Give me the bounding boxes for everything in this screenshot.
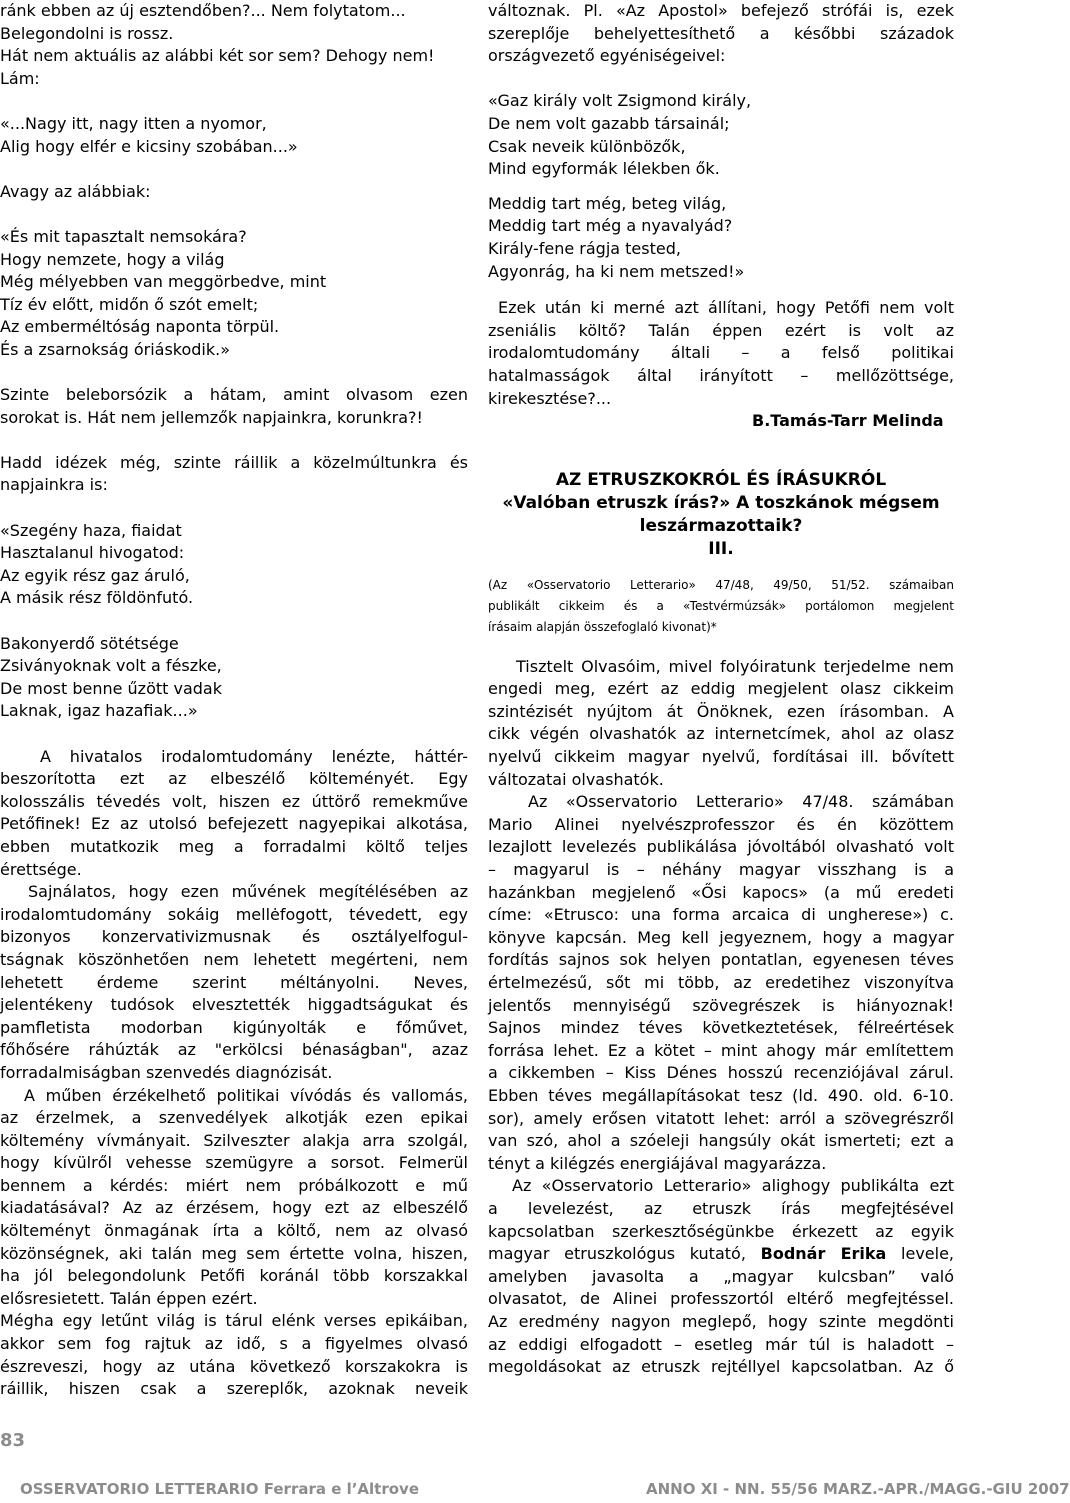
text-line: tságnak köszönhetően nem lehetett megérteni, nem	[0, 949, 468, 969]
text-run: magyar etruszkológus kutató,	[488, 1244, 746, 1264]
article-part-number: III.	[708, 538, 734, 559]
text-line: észreveszi, hogy az utána következő korszakokra is	[0, 1356, 468, 1376]
text-line: amelyben javasolta a „magyar kulcsban” való	[488, 1266, 954, 1286]
text-line: Hadd idézek még, szinte ráillik a közelmúltunkra és	[0, 452, 468, 472]
text-line: ha jól belegondolunk Petőfi koránál több korszakkal	[0, 1266, 468, 1286]
text-line: ebben mutatkozik meg a forradalmi költő teljes	[0, 836, 468, 856]
text-line: beszorította ezt az elbeszélő költeményét. Egy	[0, 769, 468, 789]
text-line: Hát nem aktuális az alábbi két sor sem? Dehogy nem!	[0, 46, 435, 66]
text-line: cikk végén olvashatók az internetcímek, ahol az olasz	[488, 724, 954, 744]
text-line: nyelvű cikkeim magyar nyelvű, fordításai ill. bővített	[488, 747, 954, 767]
text-line: Mégha egy letűnt világ is tárul elénk verses epikáiban,	[0, 1311, 468, 1331]
text-line: Sajnos mindez téves következtetések, félreértések	[488, 1018, 954, 1038]
text-line: kolosszális tévedés volt, hiszen ez úttörő remekműve	[0, 791, 468, 811]
text-line: A hivatalos irodalomtudomány lenézte, háttér-	[40, 746, 468, 766]
verse-line: De most benne űzött vadak	[0, 678, 222, 698]
verse-line: «Szegény haza, fiaidat	[0, 520, 182, 540]
text-line: Tisztelt Olvasóim, mivel folyóiratunk terjedelme nem	[516, 656, 954, 676]
footer-journal-title: OSSERVATORIO LETTERARIO Ferrara e l’Altrove	[20, 1480, 420, 1498]
text-line: kirekesztése?...	[488, 388, 612, 408]
verse-line: Agyonrág, ha ki nem metszed!»	[488, 261, 745, 281]
text-line: olvasatot, de Alinei professzortól eltérő megfejtéssel.	[488, 1289, 954, 1309]
note-line: publikált cikkeim és a «Testvérmúzsák» portálomon megjelent	[488, 598, 954, 613]
text-line: szintézisét nyújtom át Önöknek, ezen írásomban. A	[488, 701, 954, 721]
text-line: megoldásokat az etruszk rejtéllyel kapcsolatban. Az ő	[488, 1357, 954, 1377]
text-line: bennem a kérdés: miért nem próbálkozott e mű	[0, 1175, 468, 1195]
article-title: AZ ETRUSZKOKRÓL ÉS ÍRÁSUKRÓL	[555, 469, 887, 490]
verse-line: Meddig tart még, beteg világ,	[488, 193, 727, 213]
verse-line: Laknak, igaz hazafiak...»	[0, 701, 198, 721]
text-line: hazánkban megjelenő «Ősi kapocs» (a mű eredeti	[488, 882, 954, 902]
highlighted-name: Bodnár Erika	[760, 1244, 887, 1264]
verse-line: A másik rész földönfutó.	[0, 588, 194, 608]
text-line: Az «Osservatorio Letterario» alighogy publikálta ezt	[512, 1176, 954, 1196]
text-line: Ezek után ki merné azt állítani, hogy Petőfi nem volt	[498, 298, 954, 318]
text-line: ráillik, hiszen csak a szereplők, azoknak neveik	[0, 1379, 468, 1399]
text-line: Lám:	[0, 68, 40, 88]
text-line: tényt a kilégzés energiájával magyarázza.	[488, 1153, 827, 1173]
text-line: változatai olvashatók.	[488, 769, 664, 789]
text-line: jelentős mennyiségű szövegrészek is hiányoznak!	[488, 995, 954, 1015]
text-line: van szó, ahol a szóeleji hangsúly okát ismerteti; ezt a	[488, 1131, 954, 1151]
page-number: 83	[0, 1430, 26, 1451]
text-line: változnak. Pl. «Az Apostol» befejező strófái is, ezek	[488, 1, 954, 20]
verse-line: Bakonyerdő sötétsége	[0, 633, 179, 653]
text-line: Az «Osservatorio Letterario» 47/48. számában	[528, 792, 954, 812]
text-line: az érzelmek, a szenvedélyek alkotják ezen epikai	[0, 1108, 468, 1128]
left-column	[0, 0, 468, 1401]
verse-line: Még mélyebben van meggörbedve, mint	[0, 272, 327, 292]
text-line: akkor sem fog rajtuk az idő, s a figyelmes olvasó	[0, 1334, 468, 1354]
text-line	[488, 1243, 954, 1266]
text-line: a levelezést, az etruszk írás megfejtésével	[488, 1198, 954, 1218]
text-line: az eddigi elfogadott – esetleg már túl is haladott –	[488, 1334, 954, 1354]
text-line: országvezető egyéniségeivel:	[488, 46, 726, 66]
text-line: – magyarul is – néhány magyar visszhang is a	[488, 860, 954, 880]
text-line: Az eredmény nagyon meglepő, hogy szinte megdönti	[488, 1311, 954, 1331]
text-line: Sajnálatos, hogy ezen művének megítélésében az	[28, 882, 468, 902]
verse-line: «Gaz király volt Zsigmond király,	[488, 91, 752, 111]
text-line: Szinte beleborsózik a hátam, amint olvasom ezen	[0, 385, 468, 405]
text-line: közönségnek, aki talán meg sem értette volna, hiszen,	[0, 1243, 468, 1263]
text-line: Ebben téves megállapításokat tesz (ld. 490. old. 6-10.	[488, 1085, 954, 1105]
text-run: levele,	[886, 1244, 955, 1264]
text-line: hatalmasságok által irányított – mellőzöttsége,	[488, 365, 954, 385]
verse-line: Az egyik rész gaz áruló,	[0, 565, 190, 585]
verse-line: Csak neveik különbözők,	[488, 136, 686, 156]
text-line: sorokat is. Hát nem jellemzők napjainkra, korunkra?!	[0, 407, 423, 427]
text-line: ránk ebben az új esztendőben?... Nem folytatom...	[0, 1, 406, 20]
text-line: kiadatásával? Az az érzésem, hogy ezt az elbeszélő	[0, 1198, 468, 1218]
verse-line: Az emberméltóság naponta törpül.	[0, 317, 280, 337]
verse-line: Király-fene rágja tested,	[488, 238, 681, 258]
text-line: irodalomtudomány általi – a felső politikai	[488, 343, 954, 363]
article-subtitle: «Valóban etruszk írás?» A toszkánok mégsem	[502, 492, 940, 513]
text-line: érettsége.	[0, 859, 82, 879]
text-line: elősresietett. Talán éppen ezért.	[0, 1288, 258, 1308]
note-line: (Az «Osservatorio Letterario» 47/48, 49/50, 51/52. számaiban	[488, 577, 954, 592]
text-line: Avagy az alábbiak:	[0, 181, 151, 201]
verse-line: Hasztalanul hivogatod:	[0, 543, 185, 563]
text-line: pamfletista modorban kigúnyolták e főművet,	[0, 1017, 468, 1037]
text-line: engedi meg, ezért az eddig megjelent olasz cikkeim	[488, 679, 954, 699]
text-line: forradalmiságban szenvedés diagnózisát.	[0, 1062, 333, 1082]
verse-line: Hogy nemzete, hogy a világ	[0, 249, 225, 269]
text-line: kapcsolatban szerkesztőségünkbe érkezett az egyik	[488, 1221, 954, 1241]
text-line: napjainkra is:	[0, 475, 108, 495]
verse-line: «...Nagy itt, nagy itten a nyomor,	[0, 113, 267, 133]
text-line: fordítás sajnos sok helyen pontatlan, egyenesen téves	[488, 950, 954, 970]
text-line: forrása lehet. Ez a kötet – mint ahogy már említettem	[488, 1040, 954, 1060]
text-line: költemény vívmányait. Szilveszter alakja arra szolgál,	[0, 1130, 468, 1150]
text-line: jelentékeny tudósok elvesztették higgadtságukat és	[0, 995, 468, 1015]
verse-line: És a zsarnokság óriáskodik.»	[0, 339, 231, 359]
text-line: Mario Alinei nyelvészprofesszor és én közöttem	[488, 814, 954, 834]
verse-line: De nem volt gazabb társainál;	[488, 113, 730, 133]
text-line: főhősére ráhúzták az "erkölcsi bénaságban", azaz	[0, 1040, 468, 1060]
text-line: költeményt önmagának írta a költő, nem az olvasó	[0, 1221, 468, 1241]
text-line: szereplője behelyettesíthető a későbbi századok	[488, 23, 954, 43]
text-line: könyve kapcsán. Meg kell jegyeznem, hogy a magyar	[488, 927, 954, 947]
text-line: Belegondolni is rossz.	[0, 23, 174, 43]
text-line: hogy kívülről vehesse szemügyre a sorsot. Felmerül	[0, 1153, 468, 1173]
text-line: Petőfinek! Ez az utolsó befejezett nagyepikai alkotása,	[0, 814, 468, 834]
text-line: értelmezésű, sőt mi több, az eredetihez viszonyítva	[488, 973, 954, 992]
text-line: lezajlott levelezés publikálása jóvoltából olvasható volt	[488, 837, 954, 857]
text-line: lehetett érdeme szerint méltányolni. Neves,	[0, 972, 468, 992]
verse-line: Meddig tart még a nyavalyád?	[488, 216, 733, 236]
author-signature: B.Tamás-Tarr Melinda	[752, 411, 944, 431]
text-line: bizonyos konzervativizmusnak és osztályelfogul-	[0, 927, 468, 947]
text-line: sor), amely erősen vitatott lehet: arról a szövegrészről	[488, 1108, 954, 1128]
note-line: írásaim alapján összefoglaló kivonat)*	[488, 619, 717, 634]
article-subtitle: leszármazottaik?	[639, 515, 803, 536]
text-line: irodalomtudomány sokáig mellėfogott, tévedett, egy	[0, 904, 468, 924]
verse-line: Zsiványoknak volt a fészke,	[0, 656, 222, 676]
footer-issue-info: ANNO XI - NN. 55/56 MARZ.-APR./MAGG.-GIU 2007	[646, 1480, 1070, 1498]
text-line: A műben érzékelhető politikai vívódás és vallomás,	[24, 1085, 468, 1105]
text-line: a cikkemben – Kiss Dénes hosszú recenziójával zárul.	[488, 1063, 954, 1083]
text-line: zseniális költő? Talán éppen ezért is volt az	[488, 320, 954, 340]
verse-line: Tíz év előtt, midőn ő szót emelt;	[0, 294, 259, 314]
verse-line: Alig hogy elfér e kicsiny szobában...»	[0, 136, 298, 156]
right-column	[488, 0, 954, 1379]
text-line: címe: «Etrusco: una forma arcaica di ungherese») c.	[488, 905, 954, 925]
verse-line: Mind egyformák lélekben ők.	[488, 159, 720, 179]
verse-line: «És mit tapasztalt nemsokára?	[0, 226, 247, 246]
